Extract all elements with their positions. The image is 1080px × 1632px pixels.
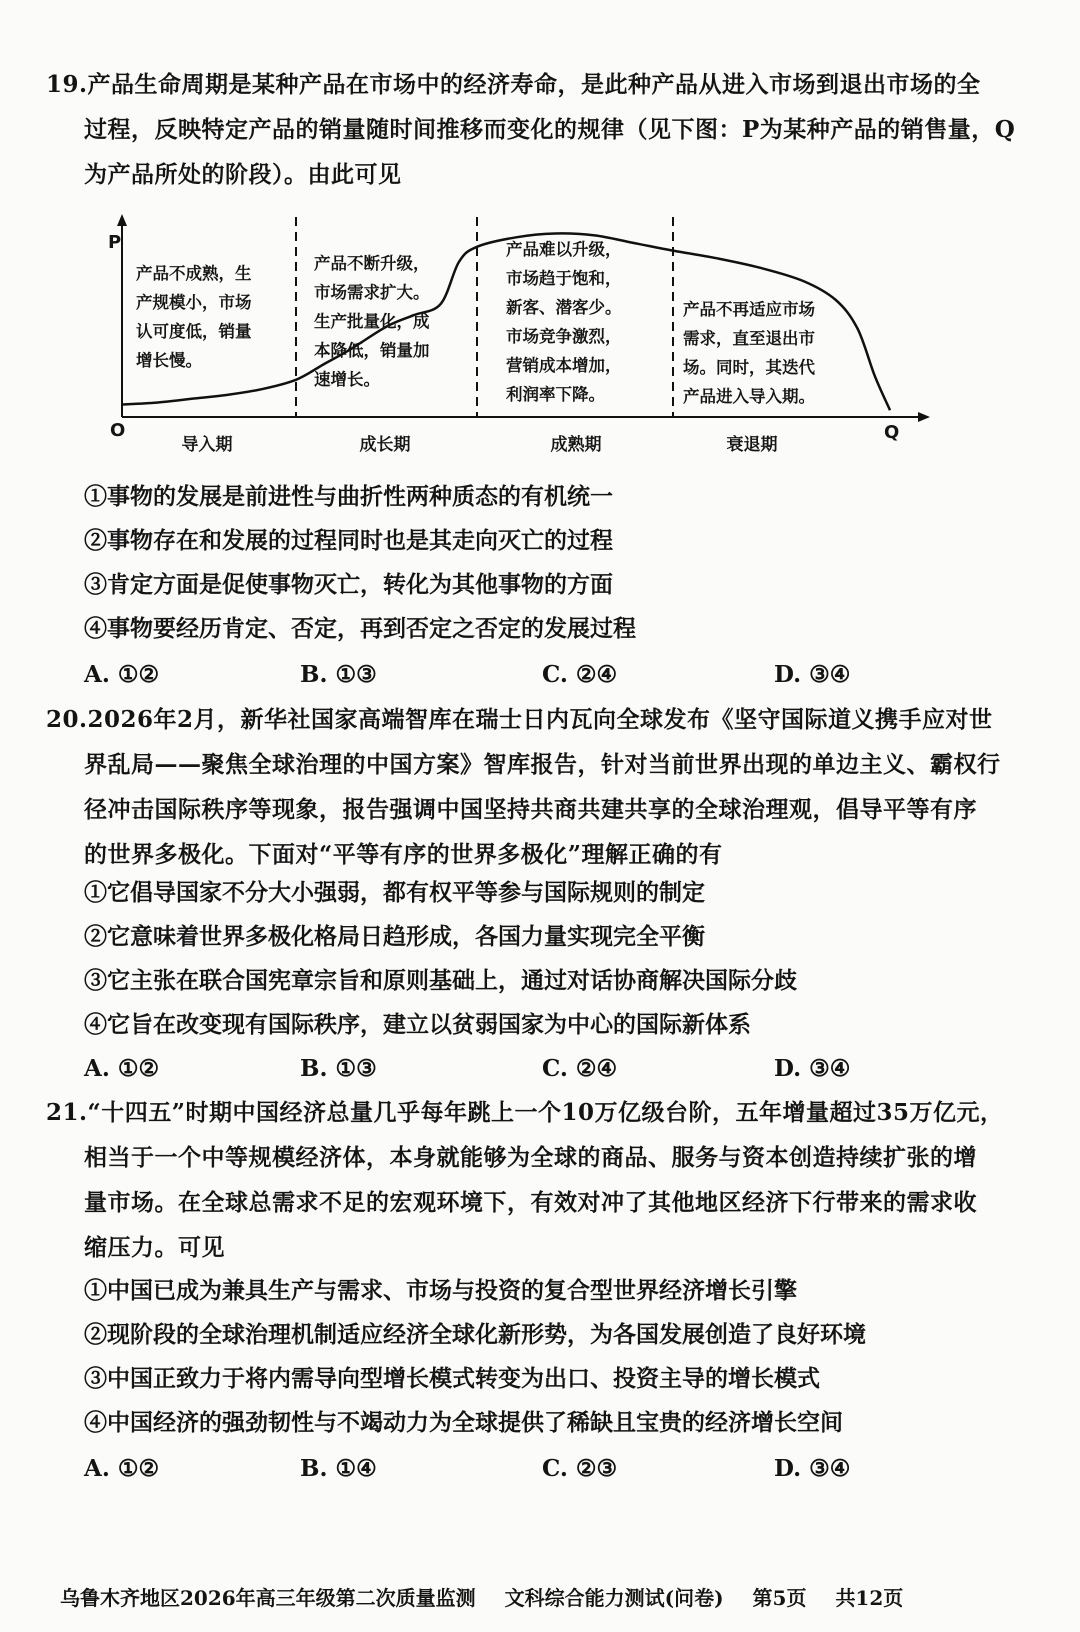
annotation-line: 需求，直至退出市 <box>683 329 815 348</box>
annotation-line: 产品难以升级， <box>506 240 622 259</box>
q21-option-1[interactable]: ①中国已成为兼具生产与需求、市场与投资的复合型世界经济增长引擎 <box>84 1277 797 1304</box>
stem-line: “十四五”时期中国经济总量几乎每年跳上一个10万亿级台阶，五年增量超过35万亿元， <box>87 1099 1004 1126</box>
annotation-line: 市场趋于饱和， <box>506 269 622 288</box>
x-axis-arrow <box>918 412 930 422</box>
annotation-line: 产规模小，市场 <box>136 293 252 312</box>
annotation-line: 本降低，销量加 <box>314 341 430 360</box>
stage-labels <box>182 434 778 455</box>
q20-choices <box>84 1046 984 1091</box>
question-number: 20. <box>46 706 88 733</box>
stem-line: 量市场。在全球总需求不足的宏观环境下，有效对冲了其他地区经济下行带来的需求收 <box>84 1189 977 1216</box>
question-20-stem <box>46 697 1031 877</box>
stem-line: 径冲击国际秩序等现象，报告强调中国坚持共商共建共享的全球治理观，倡导平等有序 <box>84 796 977 823</box>
annotation-line: 速增长。 <box>314 370 380 389</box>
q20-option-1[interactable]: ①它倡导国家不分大小强弱，都有权平等参与国际规则的制定 <box>84 879 705 906</box>
q19-option-1[interactable]: ①事物的发展是前进性与曲折性两种质态的有机统一 <box>84 483 613 510</box>
stem-line: 界乱局——聚焦全球治理的中国方案》智库报告，针对当前世界出现的单边主义、霸权行 <box>84 751 1001 778</box>
q21-option-3[interactable]: ③中国正致力于将内需导向型增长模式转变为出口、投资主导的增长模式 <box>84 1365 820 1392</box>
stage-annotations <box>136 239 816 406</box>
q19-option-4[interactable]: ④事物要经历肯定、否定，再到否定之否定的发展过程 <box>84 615 636 642</box>
q20-option-2[interactable]: ②它意味着世界多极化格局日趋形成，各国力量实现完全平衡 <box>84 923 705 950</box>
q19-choices <box>84 652 984 697</box>
choice-d[interactable]: D. ③④ <box>774 1455 851 1482</box>
choice-b[interactable]: B. ①③ <box>300 661 377 688</box>
choice-a[interactable]: A. ①② <box>84 661 160 688</box>
annotation-line: 新客、潜客少。 <box>506 298 622 317</box>
choice-c[interactable]: C. ②④ <box>542 661 618 688</box>
stem-line: 为产品所处的阶段）。由此可见 <box>84 161 402 188</box>
question-21-stem <box>46 1090 1031 1270</box>
stage-label: 成长期 <box>359 435 411 455</box>
y-axis-arrow <box>117 214 127 226</box>
question-number: 19. <box>46 71 88 98</box>
annotation-line: 增长慢。 <box>136 351 202 370</box>
product-lifecycle-chart <box>100 212 940 464</box>
q20-option-4[interactable]: ④它旨在改变现有国际秩序，建立以贫弱国家为中心的国际新体系 <box>84 1011 751 1038</box>
question-number: 21. <box>46 1099 88 1126</box>
annotation-line: 生产批量化，成 <box>314 312 430 331</box>
choice-a[interactable]: A. ①② <box>84 1055 160 1082</box>
choice-c[interactable]: C. ②④ <box>542 1055 618 1082</box>
annotation-line: 利润率下降。 <box>506 385 605 404</box>
q19-option-2[interactable]: ②事物存在和发展的过程同时也是其走向灭亡的过程 <box>84 527 613 554</box>
y-axis-label: P <box>108 232 122 253</box>
stem-line: 产品生命周期是某种产品在市场中的经济寿命，是此种产品从进入市场到退出市场的全 <box>87 71 981 98</box>
stage-label: 衰退期 <box>726 435 778 455</box>
annotation-line: 产品不断升级， <box>314 254 430 273</box>
stem-line: 过程，反映特定产品的销量随时间推移而变化的规律（见下图：P为某种产品的销售量，Q <box>84 116 1016 143</box>
q20-option-3[interactable]: ③它主张在联合国宪章宗旨和原则基础上，通过对话协商解决国际分歧 <box>84 967 797 994</box>
subject-title: 文科综合能力测试(问卷) <box>504 1586 724 1610</box>
annotation-line: 产品不再适应市场 <box>683 300 815 319</box>
stem-line: 的世界多极化。下面对“平等有序的世界多极化”理解正确的有 <box>84 841 723 868</box>
q19-option-3[interactable]: ③肯定方面是促使事物灭亡，转化为其他事物的方面 <box>84 571 613 598</box>
choice-d[interactable]: D. ③④ <box>774 1055 851 1082</box>
stem-line: 缩压力。可见 <box>84 1234 225 1261</box>
choice-c[interactable]: C. ②③ <box>542 1455 618 1482</box>
origin-label: O <box>110 420 126 441</box>
choice-a[interactable]: A. ①② <box>84 1455 160 1482</box>
q21-choices <box>84 1446 984 1491</box>
total-pages: 共12页 <box>835 1586 904 1610</box>
page-number: 第5页 <box>752 1586 807 1610</box>
x-axis-label: Q <box>884 422 900 443</box>
annotation-line: 产品进入导入期。 <box>683 387 815 406</box>
q21-option-4[interactable]: ④中国经济的强劲韧性与不竭动力为全球提供了稀缺且宝贵的经济增长空间 <box>84 1409 843 1436</box>
annotation-line: 市场需求扩大。 <box>314 283 430 302</box>
annotation-line: 市场竞争激烈， <box>506 327 622 346</box>
page-footer <box>60 1583 1020 1613</box>
stage-label: 导入期 <box>181 435 233 455</box>
annotation-line: 认可度低，销量 <box>136 322 252 341</box>
q21-option-2[interactable]: ②现阶段的全球治理机制适应经济全球化新形势，为各国发展创造了良好环境 <box>84 1321 866 1348</box>
annotation-line: 产品不成熟，生 <box>136 264 252 283</box>
exam-title: 乌鲁木齐地区2026年高三年级第二次质量监测 <box>60 1586 476 1610</box>
stem-line: 相当于一个中等规模经济体，本身就能够为全球的商品、服务与资本创造持续扩张的增 <box>84 1144 977 1171</box>
choice-d[interactable]: D. ③④ <box>774 661 851 688</box>
annotation-line: 场。同时，其迭代 <box>683 358 815 377</box>
annotation-line: 营销成本增加， <box>506 356 622 375</box>
choice-b[interactable]: B. ①③ <box>300 1055 377 1082</box>
question-19-stem <box>46 62 1031 197</box>
stem-line: 2026年2月，新华社国家高端智库在瑞士日内瓦向全球发布《坚守国际道义携手应对世 <box>87 706 993 733</box>
choice-b[interactable]: B. ①④ <box>300 1455 377 1482</box>
stage-label: 成熟期 <box>550 435 602 455</box>
